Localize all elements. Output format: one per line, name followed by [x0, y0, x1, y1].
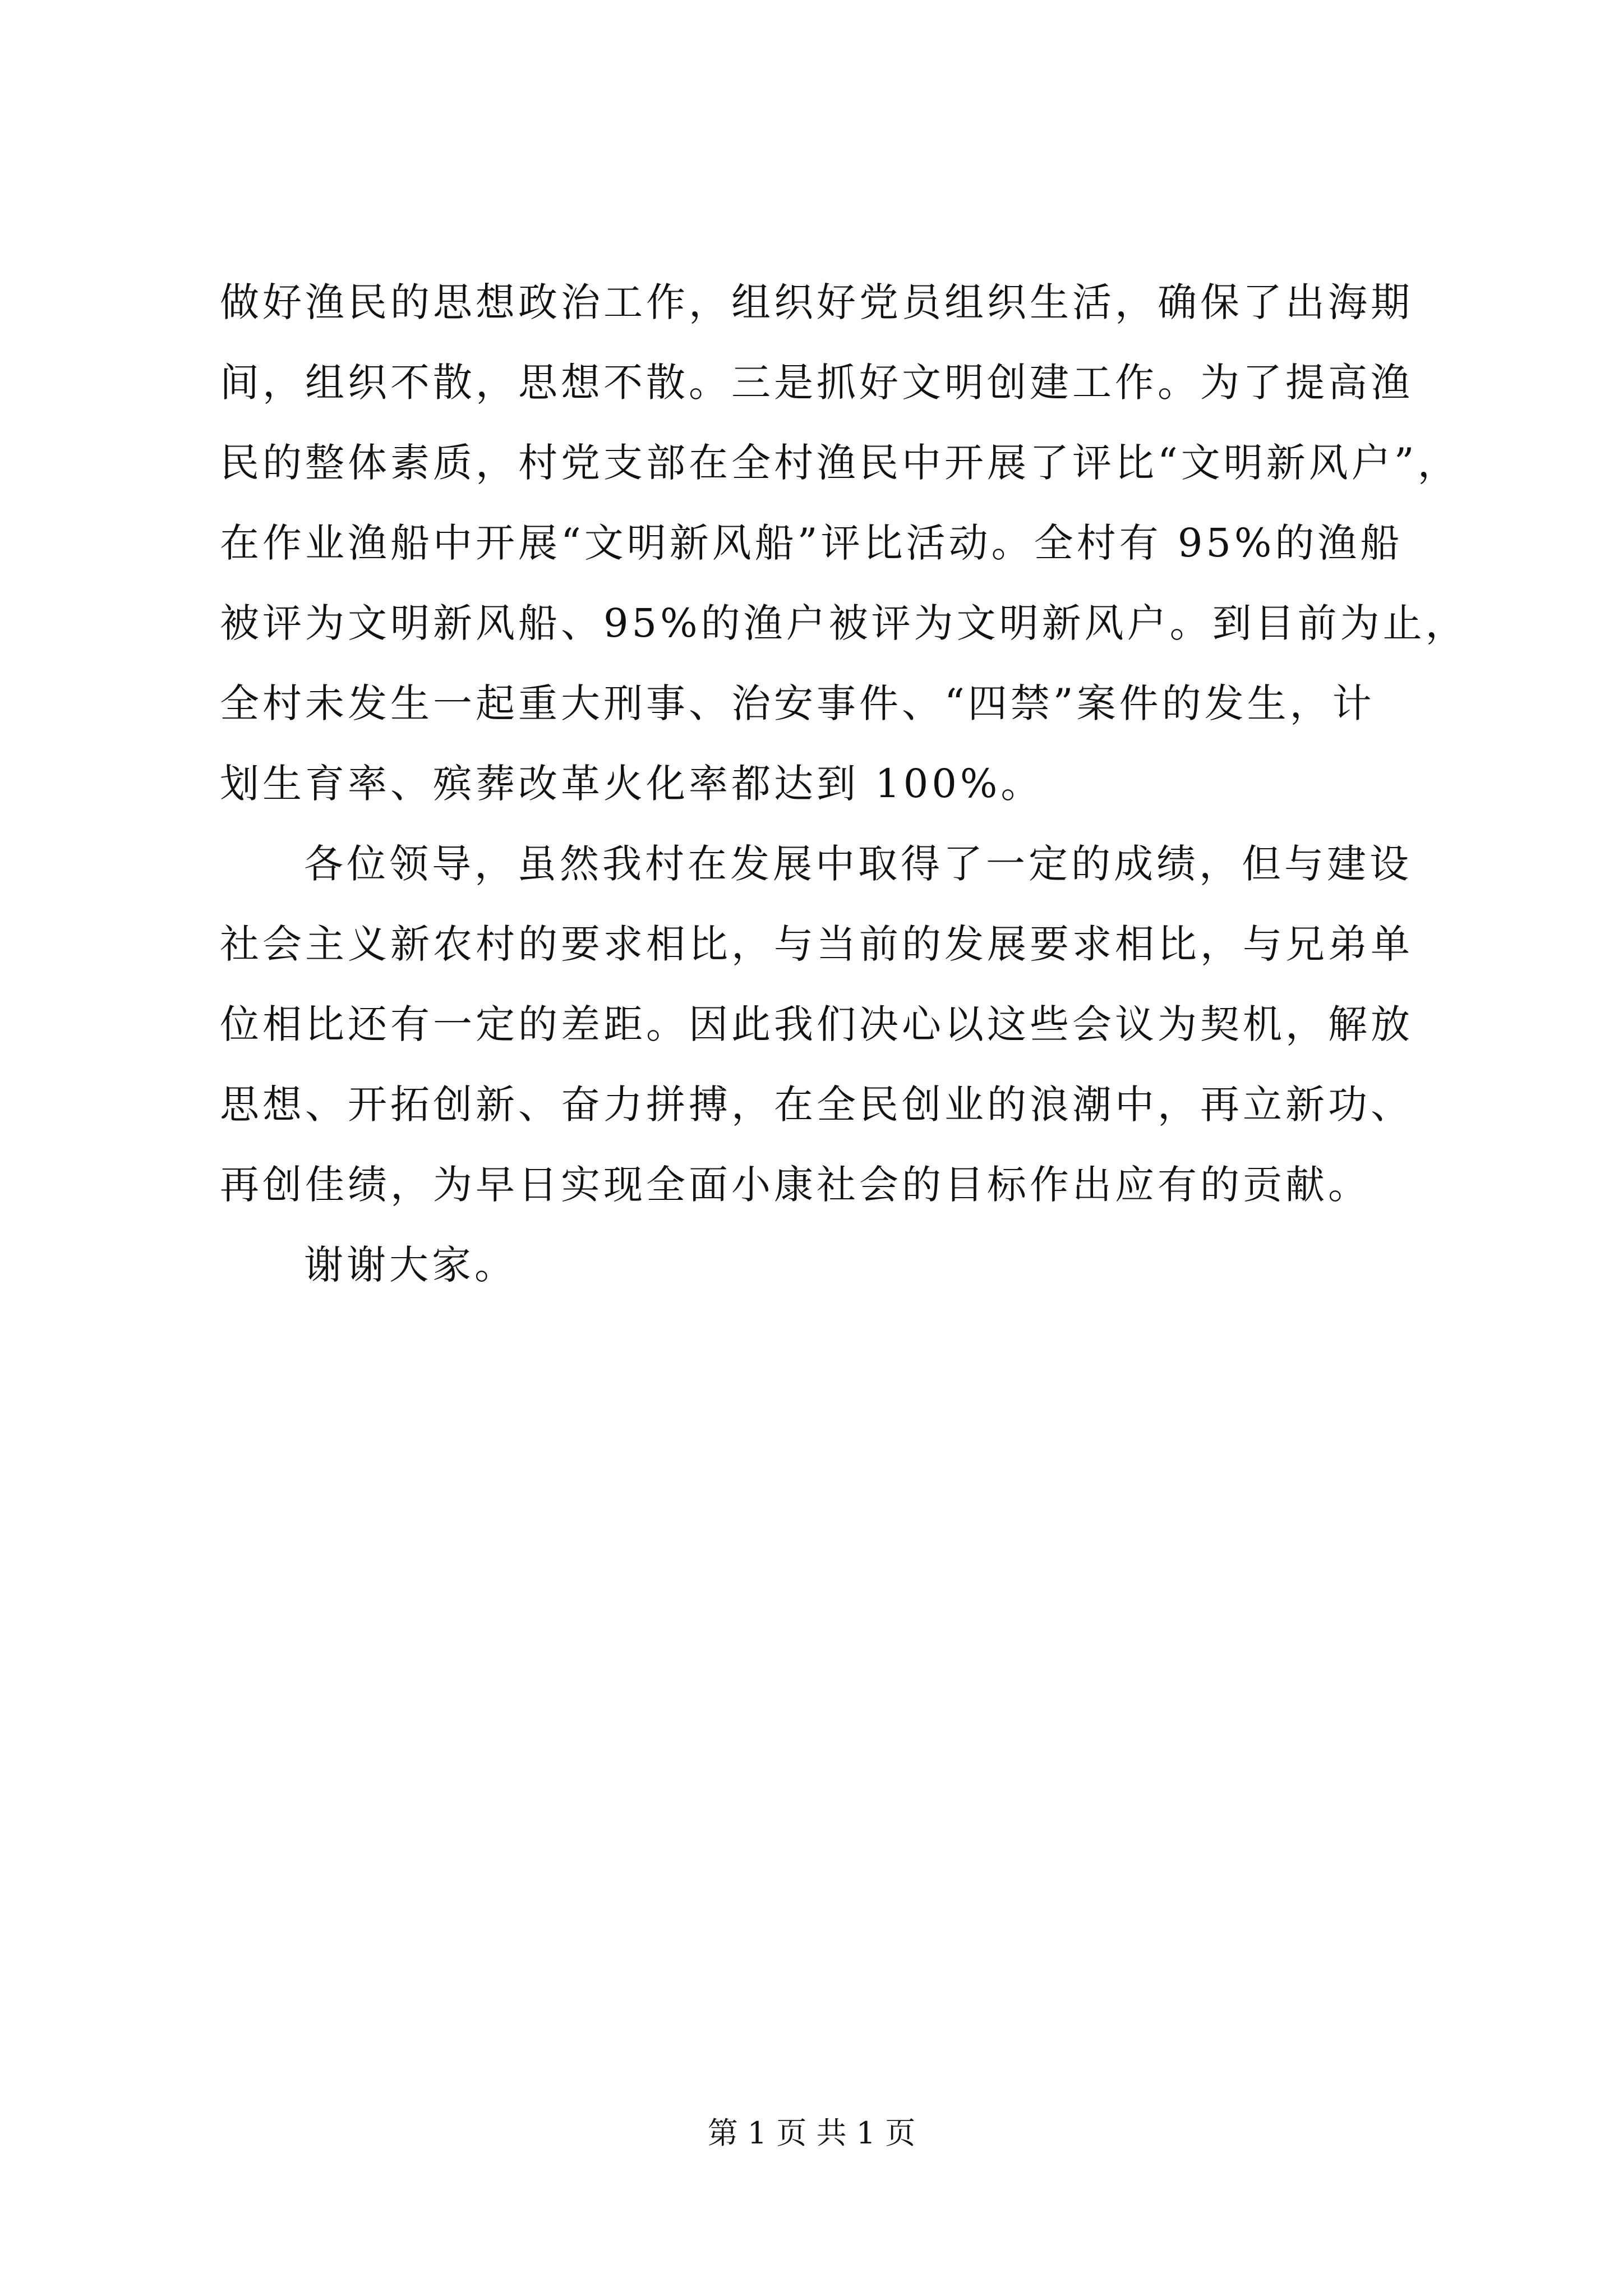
text-line: 全村未发生一起重大刑事、治安事件、“四禁”案件的发生，计 — [220, 680, 1375, 726]
page-footer — [0, 2114, 1623, 2153]
text-line: 位相比还有一定的差距。因此我们决心以这些会议为契机，解放 — [220, 1001, 1413, 1047]
text-line: 思想、开拓创新、奋力拼搏，在全民创业的浪潮中，再立新功、 — [220, 1082, 1413, 1128]
text-line: 被评为文明新风船、95%的渔户被评为文明新风户。到目前为止， — [220, 600, 1468, 646]
text-line: 民的整体素质，村党支部在全村渔民中开展了评比“文明新风户”， — [220, 440, 1460, 486]
page-number-label: 第 1 页 共 1 页 — [707, 2115, 916, 2151]
text-line: 划生育率、殡葬改革火化率都达到 100%。 — [220, 761, 1044, 807]
text-line: 谢谢大家。 — [304, 1242, 517, 1288]
text-line: 再创佳绩，为早日实现全面小康社会的目标作出应有的贡献。 — [220, 1162, 1371, 1208]
text-line: 间，组织不散，思想不散。三是抓好文明创建工作。为了提高渔 — [220, 360, 1413, 406]
text-line: 做好渔民的思想政治工作，组织好党员组织生活，确保了出海期 — [220, 279, 1413, 325]
text-line: 在作业渔船中开展“文明新风船”评比活动。全村有 95%的渔船 — [220, 520, 1403, 566]
text-line: 各位领导，虽然我村在发展中取得了一定的成绩，但与建设 — [304, 841, 1412, 887]
text-line: 社会主义新农村的要求相比，与当前的发展要求相比，与兄弟单 — [220, 921, 1413, 967]
document-body — [220, 263, 1468, 1305]
